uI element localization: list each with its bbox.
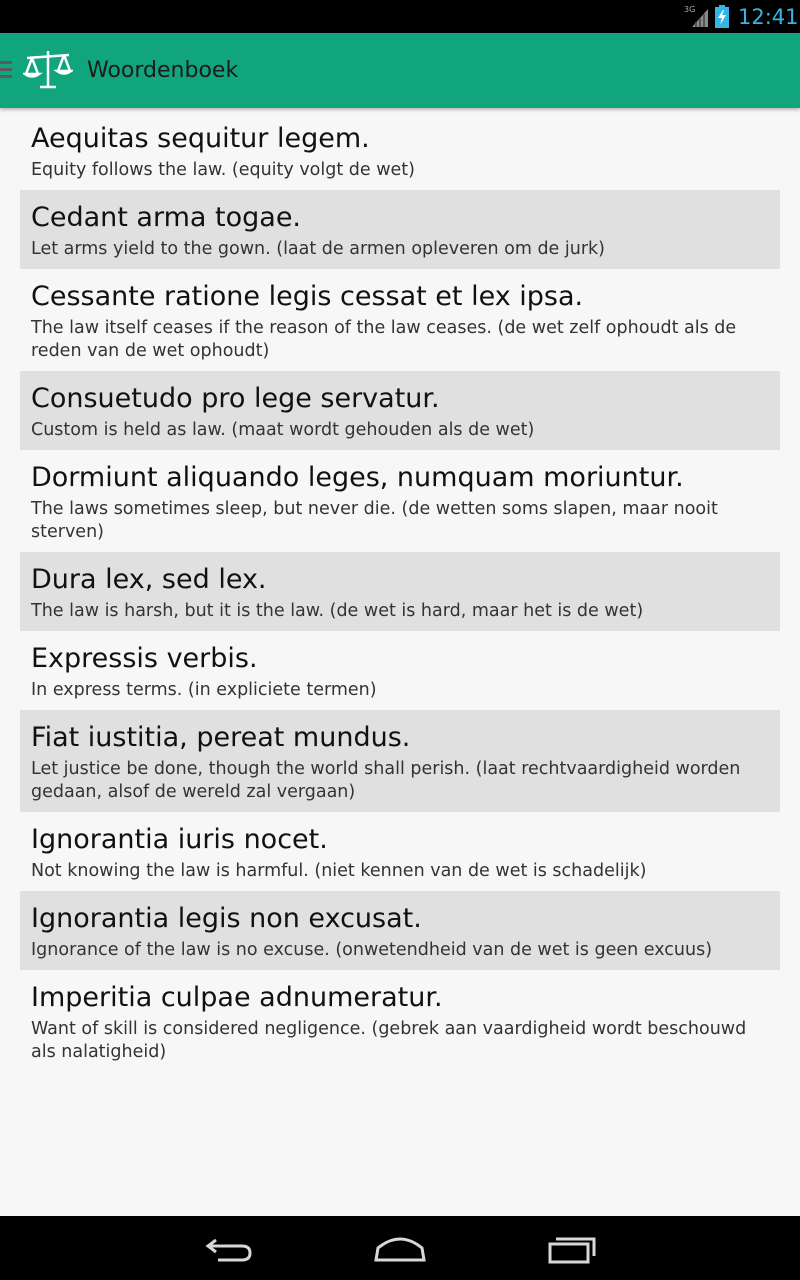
list-item[interactable] (20, 710, 780, 812)
list-item[interactable] (20, 891, 780, 970)
list-item[interactable] (20, 111, 780, 190)
entry-meaning: In express terms. (in expliciete termen) (31, 680, 377, 700)
entry-term: Consuetudo pro lege servatur. (31, 383, 440, 414)
network-type-label: 3G (684, 5, 696, 14)
entry-term: Cedant arma togae. (31, 202, 302, 233)
entry-term: Ignorantia iuris nocet. (31, 824, 328, 855)
list-item[interactable] (20, 371, 780, 450)
scales-of-justice-icon[interactable] (23, 47, 73, 93)
entry-term: Fiat iustitia, pereat mundus. (31, 722, 411, 753)
entry-meaning: Equity follows the law. (equity volgt de wet) (31, 160, 415, 180)
entry-term: Expressis verbis. (31, 643, 258, 674)
entry-meaning: Want of skill is considered negligence. (gebrek aan vaardigheid wordt beschouwd als nalatigheid) (31, 1019, 747, 1062)
entry-meaning: The laws sometimes sleep, but never die. (de wetten soms slapen, maar nooit sterven) (31, 499, 718, 542)
clock: 12:41 (738, 5, 799, 29)
recent-apps-icon[interactable] (532, 1226, 612, 1270)
action-bar (0, 33, 800, 108)
list-item[interactable] (20, 269, 780, 371)
entry-meaning: Let arms yield to the gown. (laat de armen opleveren om de jurk) (31, 239, 605, 259)
entry-term: Aequitas sequitur legem. (31, 123, 370, 154)
list-item[interactable] (20, 812, 780, 891)
entry-meaning: The law is harsh, but it is the law. (de wet is hard, maar het is de wet) (31, 601, 644, 621)
list-item[interactable] (20, 190, 780, 269)
entry-meaning: The law itself ceases if the reason of the law ceases. (de wet zelf ophoudt als de reden van de wet ophoudt) (31, 318, 737, 361)
back-icon[interactable] (190, 1226, 270, 1270)
navigation-bar (0, 1216, 800, 1280)
list-item[interactable] (20, 450, 780, 552)
dictionary-list[interactable] (20, 111, 780, 1084)
app-title: Woordenboek (87, 58, 239, 83)
entry-term: Dura lex, sed lex. (31, 564, 267, 595)
entry-meaning: Ignorance of the law is no excuse. (onwetendheid van de wet is geen excuus) (31, 940, 713, 960)
list-item[interactable] (20, 631, 780, 710)
status-bar (0, 0, 800, 33)
entry-meaning: Let justice be done, though the world shall perish. (laat rechtvaardigheid worden gedaan, alsof de wereld zal vergaan) (31, 759, 741, 802)
list-item[interactable] (20, 970, 780, 1072)
entry-term: Ignorantia legis non excusat. (31, 903, 422, 934)
entry-meaning: Not knowing the law is harmful. (niet kennen van de wet is schadelijk) (31, 861, 647, 881)
drawer-indicator-icon[interactable] (0, 61, 12, 81)
entry-term: Cessante ratione legis cessat et lex ipsa. (31, 281, 584, 312)
battery-charging-icon (714, 5, 730, 28)
entry-term: Imperitia culpae adnumeratur. (31, 982, 443, 1013)
list-item[interactable] (20, 552, 780, 631)
entry-term: Dormiunt aliquando leges, numquam moriuntur. (31, 462, 684, 493)
entry-meaning: Custom is held as law. (maat wordt gehouden als de wet) (31, 420, 535, 440)
home-icon[interactable] (360, 1226, 440, 1270)
signal-3g-icon (684, 4, 710, 28)
